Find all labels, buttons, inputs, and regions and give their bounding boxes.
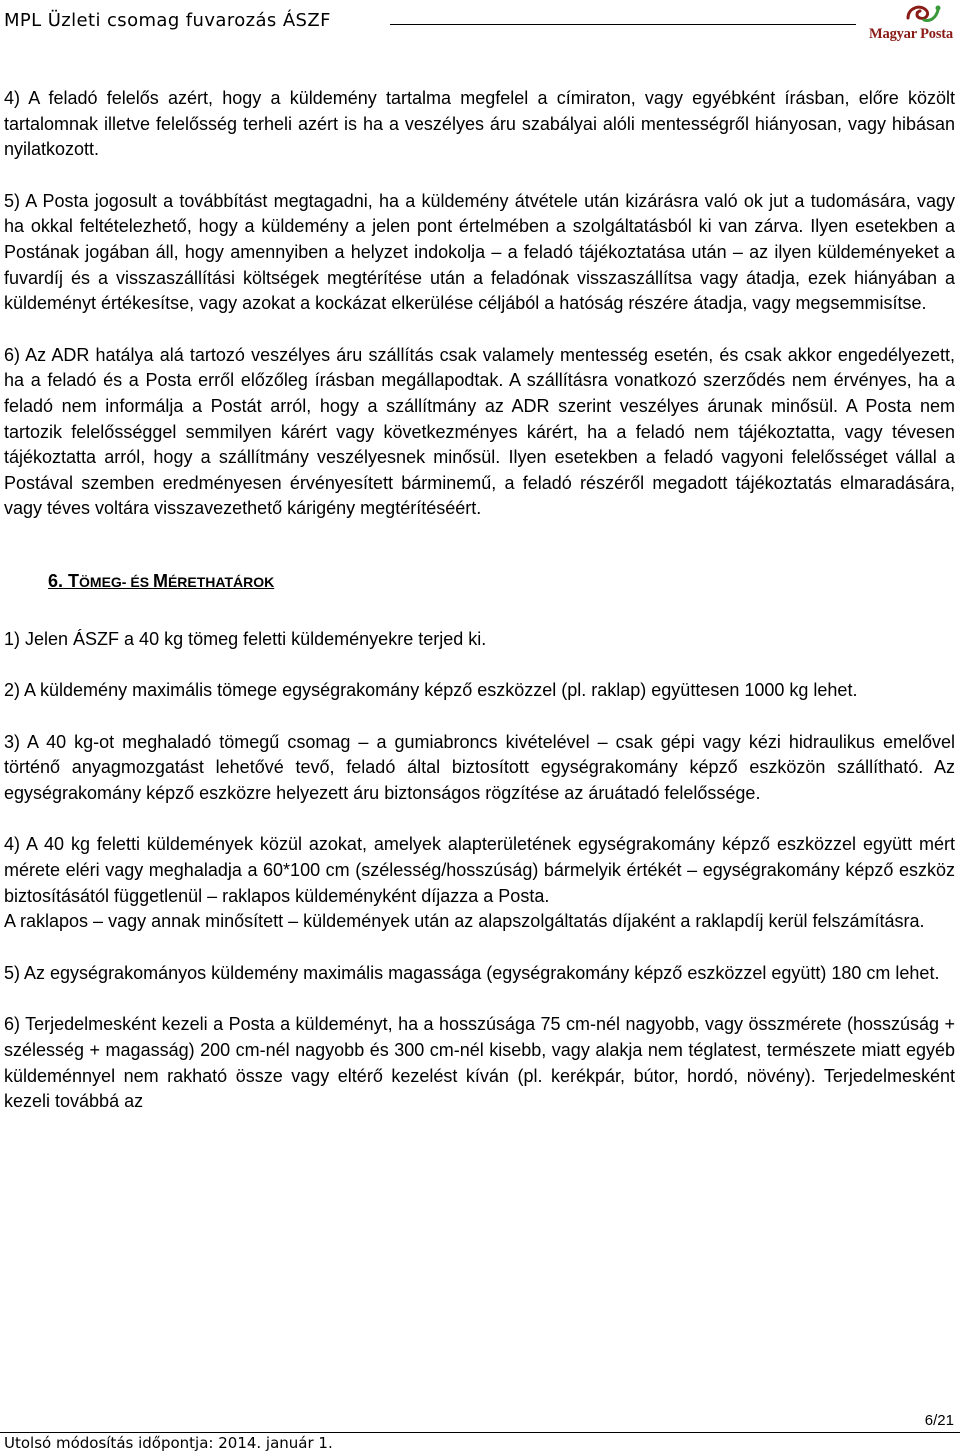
section-paragraph-3: 3) A 40 kg-ot meghaladó tömegű csomag – a gumiabroncs kivételével – csak gépi vagy kézi hidraulikus emelővel történő anyagmozgatást lehetővé tevő, feladó által biztosított egységrakomány képző eszközön szállítható. Az egységrakomány képző eszközre helyezett áru biztonságos rögzítése az áruátadó felelőssége. — [4, 731, 955, 803]
section-title-initial: T — [68, 570, 80, 591]
section-heading — [48, 569, 955, 596]
logo-text: Magyar Posta — [869, 26, 953, 42]
section-paragraph-1: 1) Jelen ÁSZF a 40 kg tömeg feletti küldeményekre terjed ki. — [4, 628, 487, 649]
paragraph-5: 5) A Posta jogosult a továbbítást megtagadni, ha a küldemény átvétele után kizárásra való ok jut a tudomására, vagy ha okkal feltételezhető, hogy a küldemény a jelen pont értelmében a szolgáltatásból ki van zárva. Ilyen esetekben a Postának jogában áll, hogy amennyiben a helyzet indokolja – a feladó tájékoztatása után – az ilyen küldeményeket a fuvardíj és a visszaszállítási költségek megtérítése után a feladónak visszaszállítsa vagy átadja, ezek hiányában a küldeményt értékesítse, vagy azokat a kockázat elkerülése céljából a hatóság részére átadja, vagy megsemmisítse. — [4, 190, 955, 314]
section-paragraph-4a: 4) A 40 kg feletti küldemények közül azokat, amelyek alapterületének egységrakomány képző eszközzel együtt mért mérete eléri vagy meghaladja a 60*100 cm (szélesség/hosszúság) bármelyik értékét – egységrakomány képző eszköz biztosításától függetlenül – raklapos küldeményként díjazza a Posta. — [4, 834, 955, 906]
section-title-initial-m: M — [152, 570, 168, 591]
footer-rule — [0, 1432, 960, 1433]
paragraph-4: 4) A feladó felelős azért, hogy a küldemény tartalma megfelel a címiraton, vagy egyébként írásban, előre közölt tartalomnak illetve felelősség terheli azért is ha a veszélyes áru szabályai alóli mentességről hiányosan, vagy hibásan nyilatkozott. — [4, 88, 955, 160]
paragraph-6: 6) Az ADR hatálya alá tartozó veszélyes áru szállítás csak valamely mentesség esetén, és csak akkor engedélyezett, ha a feladó és a Posta erről előzőleg írásban megállapodtak. A szállításra vonatkozó szerződés nem érvényes, ha a feladó nem informálja a Postát arról, hogy a szállítmány az ADR szerint veszélyes árunak minősül. A Posta nem tartozik felelősséggel semmilyen kárért vagy következményes kárért, ha a feladó nem tájékoztatta, vagy tévesen tájékoztatta arról, hogy a szállítmány veszélyesnek minősül. Ilyen esetekben a feladó vagyoni felelősséget vállal a Postával szemben eredményesen érvényesített bárminemű, a feladó részéről megadott tájékoztatás elmaradására, vagy téves voltára visszavezethető kárigény megtérítéséért. — [4, 344, 955, 519]
section-paragraph-2: 2) A küldemény maximális tömege egységrakomány képző eszközzel (pl. raklap) együttesen 1000 kg lehet. — [4, 680, 858, 701]
section-title-part2: ÉRETHATÁROK — [167, 573, 275, 590]
page-number: 6/21 — [924, 1412, 954, 1429]
magyar-posta-logo — [866, 0, 956, 52]
header-title: MPL Üzleti csomag fuvarozás ÁSZF — [4, 10, 331, 31]
header-rule — [390, 24, 856, 25]
section-paragraph-6: 6) Terjedelmesként kezeli a Posta a küldeményt, ha a hosszúsága 75 cm-nél nagyobb, vagy összmérete (hosszúság + szélesség + magasság) 200 cm-nél nagyobb és 300 cm-nél kisebb, vagy alakja nem téglatest, természete miatt egyéb küldeménnyel nem rakható össze vagy eltérő kezelést kíván (pl. kerékpár, bútor, hordó, növény). Terjedelmesként kezeli továbbá az — [4, 1014, 955, 1112]
last-modified-date: Utolsó módosítás időpontja: 2014. január 1. — [4, 1434, 333, 1452]
section-paragraph-4b: A raklapos – vagy annak minősített – küldemények után az alapszolgáltatás díjaként a raklapdíj kerül felszámításra. — [4, 911, 925, 932]
page-header — [0, 0, 960, 60]
document-body — [4, 86, 955, 1115]
section-number: 6. — [48, 570, 64, 591]
section-paragraph-5: 5) Az egységrakományos küldemény maximális magassága (egységrakomány képző eszközzel együtt) 180 cm lehet. — [4, 962, 940, 983]
section-title-part1: ÖMEG- ÉS — [79, 573, 153, 590]
post-horn-icon — [902, 0, 942, 28]
